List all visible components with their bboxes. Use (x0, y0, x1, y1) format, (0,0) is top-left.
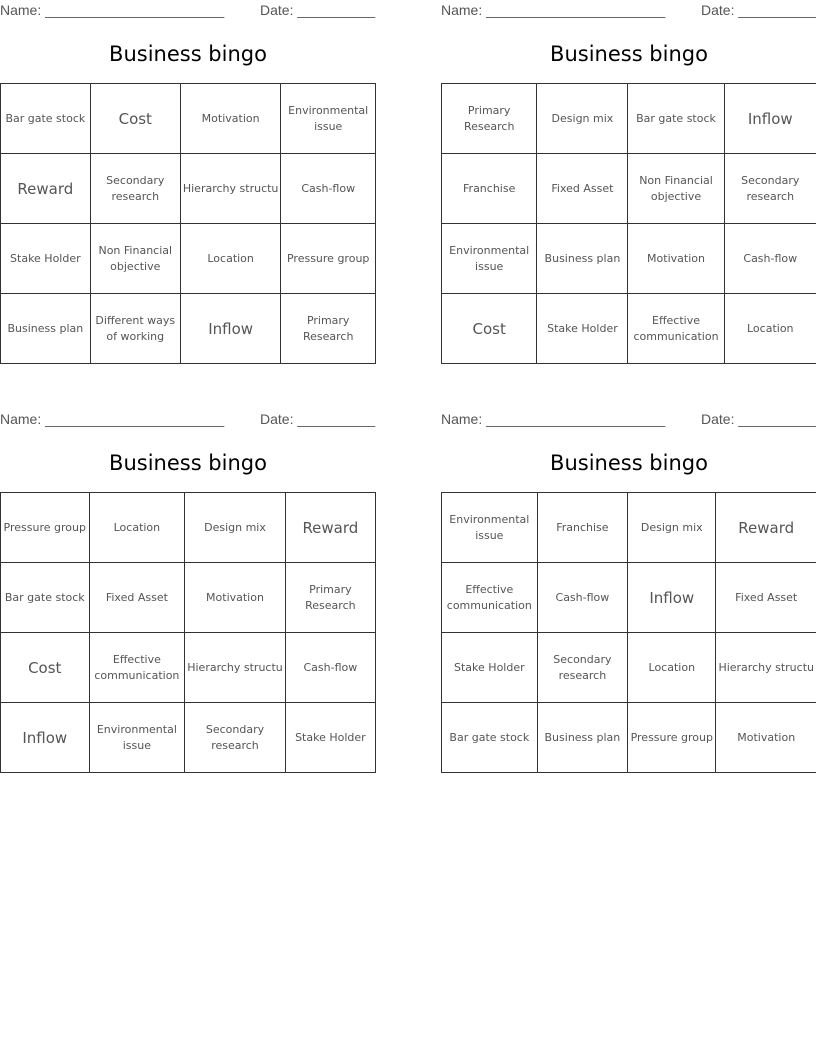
bingo-cell[interactable]: Effective communication (628, 294, 724, 364)
bingo-cell[interactable]: Reward (716, 493, 816, 563)
bingo-cell[interactable]: Bar gate stock (442, 703, 538, 773)
bingo-cell[interactable]: Cash-flow (724, 224, 816, 294)
bingo-cell[interactable]: Fixed Asset (716, 563, 816, 633)
bingo-cell[interactable]: Fixed Asset (89, 563, 185, 633)
bingo-cell[interactable]: Motivation (716, 703, 816, 773)
bingo-cell[interactable]: Different ways of working (90, 294, 180, 364)
bingo-cell[interactable]: Franchise (537, 493, 627, 563)
bingo-cell[interactable]: Reward (1, 154, 91, 224)
card-title: Business bingo (550, 42, 708, 66)
bingo-cell[interactable]: Stake Holder (285, 703, 375, 773)
grid-row (442, 493, 816, 563)
grid-row (1, 154, 376, 224)
grid-row (442, 84, 816, 154)
date-field[interactable]: Date: __________ (701, 411, 816, 427)
bingo-cell[interactable]: Location (180, 224, 281, 294)
bingo-cell[interactable]: Cost (90, 84, 180, 154)
card-header (441, 0, 816, 22)
bingo-cell[interactable]: Inflow (1, 703, 90, 773)
card-header (441, 409, 816, 431)
grid-row (442, 563, 816, 633)
grid-row (442, 154, 816, 224)
grid-row (442, 703, 816, 773)
grid-row (442, 224, 816, 294)
name-field[interactable]: Name: _______________________ (441, 411, 666, 427)
bingo-cell[interactable]: Fixed Asset (537, 154, 628, 224)
bingo-cell[interactable]: Business plan (1, 294, 91, 364)
bingo-cell[interactable]: Cost (1, 633, 90, 703)
bingo-cell[interactable]: Inflow (180, 294, 281, 364)
bingo-cell[interactable]: Non Financial objective (90, 224, 180, 294)
bingo-cell[interactable]: Secondary research (724, 154, 816, 224)
bingo-cell[interactable]: Franchise (442, 154, 537, 224)
bingo-cell[interactable]: Stake Holder (537, 294, 628, 364)
date-field[interactable]: Date: __________ (260, 2, 376, 18)
bingo-cell[interactable]: Secondary research (90, 154, 180, 224)
bingo-card (0, 409, 376, 752)
bingo-grid (441, 492, 816, 773)
grid-row (1, 224, 376, 294)
grid-row (1, 84, 376, 154)
card-title: Business bingo (109, 451, 267, 475)
bingo-cell[interactable]: Environmental issue (281, 84, 376, 154)
bingo-grid (0, 492, 376, 773)
bingo-cell[interactable]: Motivation (180, 84, 281, 154)
bingo-cell[interactable]: Location (628, 633, 716, 703)
bingo-cell[interactable]: Motivation (185, 563, 286, 633)
name-field[interactable]: Name: _______________________ (0, 2, 225, 18)
date-field[interactable]: Date: __________ (260, 411, 376, 427)
bingo-cell[interactable]: Bar gate stock (628, 84, 724, 154)
bingo-grid (0, 83, 376, 364)
bingo-cell[interactable]: Inflow (628, 563, 716, 633)
name-field[interactable]: Name: _______________________ (441, 2, 666, 18)
grid-row (1, 493, 376, 563)
bingo-cell[interactable]: Design mix (185, 493, 286, 563)
bingo-card (441, 0, 816, 343)
bingo-cell[interactable]: Hierarchy structu (180, 154, 281, 224)
bingo-cell[interactable]: Pressure group (628, 703, 716, 773)
bingo-cell[interactable]: Primary Research (442, 84, 537, 154)
bingo-cell[interactable]: Effective communication (442, 563, 538, 633)
bingo-cell[interactable]: Cash-flow (537, 563, 627, 633)
bingo-cell[interactable]: Cash-flow (281, 154, 376, 224)
bingo-cell[interactable]: Cost (442, 294, 537, 364)
bingo-cell[interactable]: Motivation (628, 224, 724, 294)
bingo-cell[interactable]: Inflow (724, 84, 816, 154)
bingo-grid (441, 83, 816, 364)
bingo-cell[interactable]: Environmental issue (442, 493, 538, 563)
bingo-cell[interactable]: Design mix (537, 84, 628, 154)
bingo-cell[interactable]: Business plan (537, 703, 627, 773)
grid-row (1, 703, 376, 773)
card-title: Business bingo (550, 451, 708, 475)
bingo-cell[interactable]: Pressure group (281, 224, 376, 294)
date-field[interactable]: Date: __________ (701, 2, 816, 18)
bingo-cell[interactable]: Pressure group (1, 493, 90, 563)
card-header (0, 409, 376, 431)
bingo-cell[interactable]: Secondary research (185, 703, 286, 773)
bingo-cell[interactable]: Environmental issue (89, 703, 185, 773)
grid-row (1, 294, 376, 364)
bingo-cell[interactable]: Cash-flow (285, 633, 375, 703)
card-title: Business bingo (109, 42, 267, 66)
grid-row (1, 633, 376, 703)
bingo-cell[interactable]: Primary Research (281, 294, 376, 364)
bingo-cell[interactable]: Stake Holder (1, 224, 91, 294)
bingo-card (441, 409, 816, 744)
bingo-cell[interactable]: Primary Research (285, 563, 375, 633)
bingo-card (0, 0, 376, 343)
bingo-cell[interactable]: Hierarchy structu (716, 633, 816, 703)
bingo-cell[interactable]: Location (724, 294, 816, 364)
bingo-cell[interactable]: Effective communication (89, 633, 185, 703)
bingo-cell[interactable]: Stake Holder (442, 633, 538, 703)
card-header (0, 0, 376, 22)
bingo-cell[interactable]: Location (89, 493, 185, 563)
bingo-cell[interactable]: Bar gate stock (1, 84, 91, 154)
bingo-cell[interactable]: Reward (285, 493, 375, 563)
bingo-cell[interactable]: Environmental issue (442, 224, 537, 294)
bingo-cell[interactable]: Non Financial objective (628, 154, 724, 224)
name-field[interactable]: Name: _______________________ (0, 411, 225, 427)
bingo-cell[interactable]: Bar gate stock (1, 563, 90, 633)
bingo-cell[interactable]: Design mix (628, 493, 716, 563)
grid-row (442, 294, 816, 364)
bingo-cell[interactable]: Hierarchy structu (185, 633, 286, 703)
grid-row (442, 633, 816, 703)
bingo-cell[interactable]: Secondary research (537, 633, 627, 703)
grid-row (1, 563, 376, 633)
bingo-cell[interactable]: Business plan (537, 224, 628, 294)
